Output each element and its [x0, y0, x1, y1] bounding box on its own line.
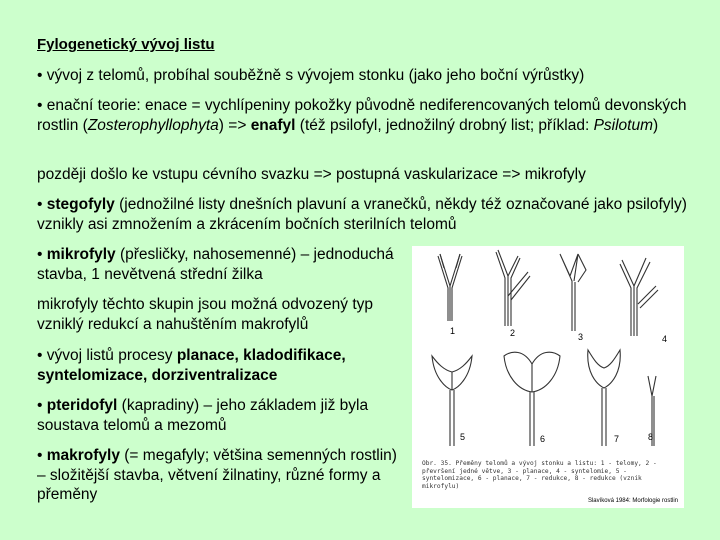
paragraph-microphylls: • mikrofyly (přesličky, nahosemenné) – jednoduchá stavba, 1 nevětvená střední žilka — [37, 246, 394, 283]
figure-label: 2 — [510, 328, 516, 338]
paragraph-leaf-processes: • vývoj listů procesy planace, kladodifikace, syntelomizace, dorziventralizace — [37, 347, 346, 384]
figure-label: 3 — [578, 332, 584, 342]
paragraph-enation-theory: • enační teorie: enace = vychlípeniny pokožky původně nediferencovaných telomů devonských rostlin (Zosterophyllophyta) => enafyl (též psilofyl, jednožilný drobný list; příklad: Psilotum) — [37, 97, 687, 134]
page-title: Fylogenetický vývoj listu — [37, 36, 215, 53]
figure-credit: Slavíková 1984: Morfologie rostlin — [587, 498, 678, 504]
paragraph-microphyll-origin: mikrofyly těchto skupin jsou možná odvozený typ vzniklý redukcí a nahuštěním makrofylů — [37, 296, 373, 333]
figure-label: 4 — [662, 334, 668, 344]
paragraph-telom-origin: • vývoj z telomů, probíhal souběžně s vývojem stonku (jako jeho boční výrůstky) — [37, 67, 585, 84]
figure-caption: Obr. 35. Přeměny telomů a vývoj stonku a listu: 1 - telomy, 2 - převršení jedné větve, 3 - planace, 4 - syntelomie, 5 - syntelomizace, 6 - planace, 7 - redukce, 8 - redukce (vznik mikrofylu) — [422, 460, 657, 490]
paragraph-pteridophyll: • pteridofyl (kapradiny) – jeho základem již byla soustava telomů a mezomů — [37, 397, 369, 434]
figure-label: 1 — [450, 326, 456, 336]
paragraph-stegophylls: • stegofyly (jednožilné listy dnešních plavuní a vranečků, někdy též označované jako psilofyly) vznikly asi zmnožením a zkrácením bočních sterilních telomů — [37, 196, 687, 233]
paragraph-macrophylls: • makrofyly (= megafyly; většina semenných rostlin) – složitější stavba, větvení žilnatiny, různé formy a přeměny — [37, 447, 397, 503]
figure-label: 7 — [614, 434, 620, 444]
telome-evolution-figure — [412, 246, 684, 508]
figure-label: 8 — [648, 432, 654, 442]
figure-label: 6 — [540, 434, 546, 444]
figure-label: 5 — [460, 432, 466, 442]
paragraph-vascularization: později došlo ke vstupu cévního svazku => postupná vaskularizace => mikrofyly — [37, 166, 586, 183]
